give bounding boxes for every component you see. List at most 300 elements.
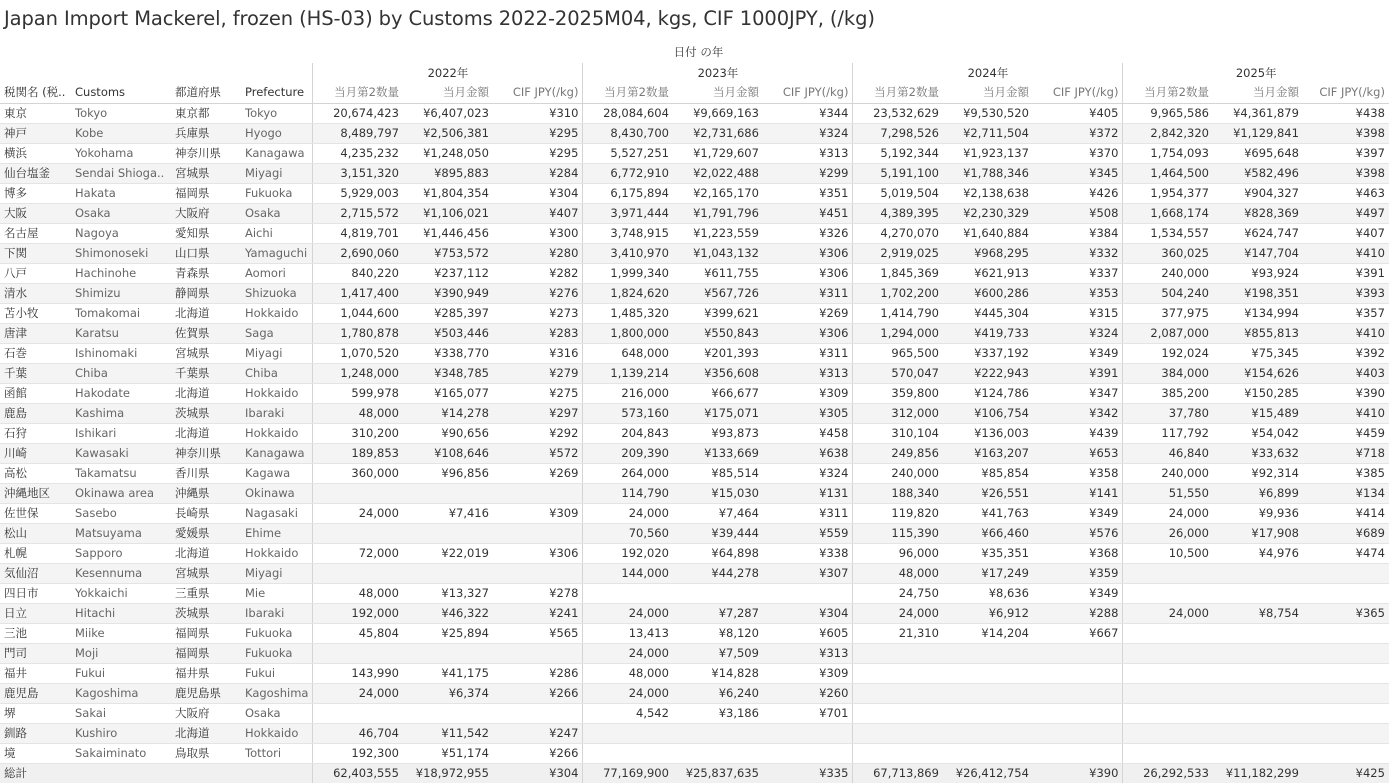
prefecture-jp-cell[interactable]: 長崎県: [171, 503, 241, 523]
customs-en-cell[interactable]: Sakaiminato: [71, 743, 171, 763]
value-cell[interactable]: ¥895,883: [403, 163, 493, 183]
value-cell[interactable]: [1033, 643, 1123, 663]
value-cell[interactable]: [1213, 683, 1303, 703]
value-cell[interactable]: ¥621,913: [943, 263, 1033, 283]
value-cell[interactable]: [583, 743, 673, 763]
value-cell[interactable]: ¥154,626: [1213, 363, 1303, 383]
value-cell[interactable]: ¥1,446,456: [403, 223, 493, 243]
value-cell[interactable]: 192,000: [313, 603, 403, 623]
prefecture-en-cell[interactable]: Hokkaido: [241, 383, 313, 403]
value-cell[interactable]: ¥503,446: [403, 323, 493, 343]
value-cell[interactable]: 1,954,377: [1123, 183, 1213, 203]
value-cell[interactable]: ¥1,791,796: [673, 203, 763, 223]
year-header-2024[interactable]: 2024年: [853, 63, 1123, 83]
value-cell[interactable]: 209,390: [583, 443, 673, 463]
prefecture-en-cell[interactable]: Miyagi: [241, 563, 313, 583]
value-cell[interactable]: ¥390: [1303, 383, 1389, 403]
customs-en-cell[interactable]: Sakai: [71, 703, 171, 723]
value-cell[interactable]: 192,024: [1123, 343, 1213, 363]
prefecture-en-cell[interactable]: Fukuoka: [241, 183, 313, 203]
value-cell[interactable]: ¥8,636: [943, 583, 1033, 603]
value-cell[interactable]: ¥338,770: [403, 343, 493, 363]
customs-en-cell[interactable]: Kagoshima: [71, 683, 171, 703]
value-cell[interactable]: 2,919,025: [853, 243, 943, 263]
value-cell[interactable]: 13,413: [583, 623, 673, 643]
value-cell[interactable]: ¥348,785: [403, 363, 493, 383]
value-cell[interactable]: ¥9,936: [1213, 503, 1303, 523]
value-cell[interactable]: ¥344: [763, 103, 853, 123]
measure-header-2-0[interactable]: 当月第2数量: [853, 83, 943, 103]
customs-en-cell[interactable]: Kawasaki: [71, 443, 171, 463]
value-cell[interactable]: ¥46,322: [403, 603, 493, 623]
value-cell[interactable]: ¥64,898: [673, 543, 763, 563]
value-cell[interactable]: ¥7,416: [403, 503, 493, 523]
value-cell[interactable]: 4,389,395: [853, 203, 943, 223]
value-cell[interactable]: ¥356,608: [673, 363, 763, 383]
value-cell[interactable]: [493, 483, 583, 503]
value-cell[interactable]: ¥201,393: [673, 343, 763, 363]
value-cell[interactable]: ¥285,397: [403, 303, 493, 323]
value-cell[interactable]: ¥313: [763, 143, 853, 163]
value-cell[interactable]: ¥718: [1303, 443, 1389, 463]
value-cell[interactable]: ¥283: [493, 323, 583, 343]
customs-en-cell[interactable]: Kushiro: [71, 723, 171, 743]
value-cell[interactable]: ¥309: [763, 383, 853, 403]
value-cell[interactable]: 189,853: [313, 443, 403, 463]
value-cell[interactable]: ¥25,894: [403, 623, 493, 643]
total-value-cell[interactable]: ¥425: [1303, 763, 1389, 783]
prefecture-en-cell[interactable]: Nagasaki: [241, 503, 313, 523]
value-cell[interactable]: 6,772,910: [583, 163, 673, 183]
value-cell[interactable]: ¥297: [493, 403, 583, 423]
value-cell[interactable]: ¥35,351: [943, 543, 1033, 563]
value-cell[interactable]: ¥280: [493, 243, 583, 263]
customs-en-cell[interactable]: Hakata: [71, 183, 171, 203]
prefecture-en-cell[interactable]: Aomori: [241, 263, 313, 283]
value-cell[interactable]: ¥306: [763, 323, 853, 343]
value-cell[interactable]: ¥6,912: [943, 603, 1033, 623]
prefecture-jp-cell[interactable]: 福岡県: [171, 183, 241, 203]
value-cell[interactable]: ¥316: [493, 343, 583, 363]
value-cell[interactable]: 188,340: [853, 483, 943, 503]
value-cell[interactable]: [403, 703, 493, 723]
value-cell[interactable]: [1213, 563, 1303, 583]
measure-header-3-2[interactable]: CIF JPY(/kg): [1303, 83, 1389, 103]
value-cell[interactable]: [1303, 563, 1389, 583]
prefecture-jp-cell[interactable]: 宮城県: [171, 563, 241, 583]
value-cell[interactable]: ¥351: [763, 183, 853, 203]
prefecture-en-cell[interactable]: Tottori: [241, 743, 313, 763]
value-cell[interactable]: ¥653: [1033, 443, 1123, 463]
value-cell[interactable]: ¥2,230,329: [943, 203, 1033, 223]
value-cell[interactable]: ¥247: [493, 723, 583, 743]
total-value-cell[interactable]: ¥18,972,955: [403, 763, 493, 783]
value-cell[interactable]: ¥1,804,354: [403, 183, 493, 203]
value-cell[interactable]: [943, 703, 1033, 723]
year-header-2025[interactable]: 2025年: [1123, 63, 1389, 83]
customs-en-cell[interactable]: Matsuyama: [71, 523, 171, 543]
value-cell[interactable]: ¥299: [763, 163, 853, 183]
value-cell[interactable]: ¥2,165,170: [673, 183, 763, 203]
value-cell[interactable]: ¥855,813: [1213, 323, 1303, 343]
value-cell[interactable]: 26,000: [1123, 523, 1213, 543]
value-cell[interactable]: 4,819,701: [313, 223, 403, 243]
value-cell[interactable]: ¥689: [1303, 523, 1389, 543]
value-cell[interactable]: [403, 523, 493, 543]
total-value-cell[interactable]: ¥26,412,754: [943, 763, 1033, 783]
value-cell[interactable]: ¥300: [493, 223, 583, 243]
value-cell[interactable]: ¥6,374: [403, 683, 493, 703]
customs-en-cell[interactable]: Miike: [71, 623, 171, 643]
value-cell[interactable]: ¥307: [763, 563, 853, 583]
value-cell[interactable]: ¥309: [493, 503, 583, 523]
value-cell[interactable]: ¥278: [493, 583, 583, 603]
value-cell[interactable]: ¥392: [1303, 343, 1389, 363]
value-cell[interactable]: ¥1,640,884: [943, 223, 1033, 243]
value-cell[interactable]: 24,000: [1123, 603, 1213, 623]
value-cell[interactable]: ¥407: [1303, 223, 1389, 243]
value-cell[interactable]: ¥33,632: [1213, 443, 1303, 463]
value-cell[interactable]: 51,550: [1123, 483, 1213, 503]
value-cell[interactable]: 72,000: [313, 543, 403, 563]
value-cell[interactable]: 1,702,200: [853, 283, 943, 303]
total-value-cell[interactable]: 62,403,555: [313, 763, 403, 783]
value-cell[interactable]: [1123, 623, 1213, 643]
prefecture-en-cell[interactable]: Yamaguchi: [241, 243, 313, 263]
year-header-2023[interactable]: 2023年: [583, 63, 853, 83]
customs-jp-cell[interactable]: 函館: [0, 383, 71, 403]
value-cell[interactable]: ¥237,112: [403, 263, 493, 283]
value-cell[interactable]: 21,310: [853, 623, 943, 643]
value-cell[interactable]: ¥324: [763, 463, 853, 483]
value-cell[interactable]: ¥17,249: [943, 563, 1033, 583]
value-cell[interactable]: [313, 563, 403, 583]
value-cell[interactable]: [673, 723, 763, 743]
value-cell[interactable]: 1,999,340: [583, 263, 673, 283]
value-cell[interactable]: ¥968,295: [943, 243, 1033, 263]
value-cell[interactable]: 119,820: [853, 503, 943, 523]
value-cell[interactable]: ¥1,106,021: [403, 203, 493, 223]
value-cell[interactable]: ¥324: [1033, 323, 1123, 343]
prefecture-jp-cell[interactable]: 大阪府: [171, 703, 241, 723]
customs-en-cell[interactable]: Shimizu: [71, 283, 171, 303]
value-cell[interactable]: 8,430,700: [583, 123, 673, 143]
value-cell[interactable]: 2,087,000: [1123, 323, 1213, 343]
customs-en-cell[interactable]: Nagoya: [71, 223, 171, 243]
value-cell[interactable]: ¥358: [1033, 463, 1123, 483]
prefecture-jp-cell[interactable]: 神奈川県: [171, 143, 241, 163]
value-cell[interactable]: ¥14,828: [673, 663, 763, 683]
customs-jp-cell[interactable]: 境: [0, 743, 71, 763]
total-value-cell[interactable]: 26,292,533: [1123, 763, 1213, 783]
value-cell[interactable]: ¥407: [493, 203, 583, 223]
value-cell[interactable]: 9,965,586: [1123, 103, 1213, 123]
value-cell[interactable]: [1213, 623, 1303, 643]
prefecture-en-cell[interactable]: Hokkaido: [241, 543, 313, 563]
customs-jp-cell[interactable]: 川崎: [0, 443, 71, 463]
measure-header-0-0[interactable]: 当月第2数量: [313, 83, 403, 103]
value-cell[interactable]: [1123, 643, 1213, 663]
prefecture-jp-cell[interactable]: 千葉県: [171, 363, 241, 383]
value-cell[interactable]: ¥904,327: [1213, 183, 1303, 203]
value-cell[interactable]: [1303, 623, 1389, 643]
value-cell[interactable]: 3,971,444: [583, 203, 673, 223]
customs-jp-cell[interactable]: 気仙沼: [0, 563, 71, 583]
value-cell[interactable]: 24,000: [313, 503, 403, 523]
value-cell[interactable]: 573,160: [583, 403, 673, 423]
value-cell[interactable]: ¥474: [1303, 543, 1389, 563]
value-cell[interactable]: 24,000: [583, 643, 673, 663]
value-cell[interactable]: [673, 743, 763, 763]
customs-en-cell[interactable]: Kobe: [71, 123, 171, 143]
value-cell[interactable]: ¥349: [1033, 343, 1123, 363]
value-cell[interactable]: ¥426: [1033, 183, 1123, 203]
value-cell[interactable]: ¥315: [1033, 303, 1123, 323]
value-cell[interactable]: ¥313: [763, 363, 853, 383]
value-cell[interactable]: ¥2,731,686: [673, 123, 763, 143]
value-cell[interactable]: [1213, 703, 1303, 723]
customs-jp-cell[interactable]: 札幌: [0, 543, 71, 563]
value-cell[interactable]: ¥279: [493, 363, 583, 383]
value-cell[interactable]: ¥391: [1303, 263, 1389, 283]
customs-jp-cell[interactable]: 神戸: [0, 123, 71, 143]
value-cell[interactable]: ¥14,278: [403, 403, 493, 423]
row-header-1[interactable]: Customs: [71, 83, 171, 103]
value-cell[interactable]: ¥572: [493, 443, 583, 463]
value-cell[interactable]: 3,151,320: [313, 163, 403, 183]
prefecture-en-cell[interactable]: Kagawa: [241, 463, 313, 483]
value-cell[interactable]: [1303, 723, 1389, 743]
year-header-2022[interactable]: 2022年: [313, 63, 583, 83]
value-cell[interactable]: 240,000: [1123, 463, 1213, 483]
value-cell[interactable]: ¥508: [1033, 203, 1123, 223]
prefecture-jp-cell[interactable]: 沖縄県: [171, 483, 241, 503]
value-cell[interactable]: ¥288: [1033, 603, 1123, 623]
value-cell[interactable]: 117,792: [1123, 423, 1213, 443]
customs-jp-cell[interactable]: 石巻: [0, 343, 71, 363]
value-cell[interactable]: ¥269: [763, 303, 853, 323]
value-cell[interactable]: 10,500: [1123, 543, 1213, 563]
value-cell[interactable]: [943, 743, 1033, 763]
value-cell[interactable]: [1303, 743, 1389, 763]
value-cell[interactable]: ¥163,207: [943, 443, 1033, 463]
value-cell[interactable]: ¥439: [1033, 423, 1123, 443]
measure-header-1-2[interactable]: CIF JPY(/kg): [763, 83, 853, 103]
value-cell[interactable]: ¥306: [763, 263, 853, 283]
value-cell[interactable]: ¥266: [493, 683, 583, 703]
value-cell[interactable]: ¥306: [763, 243, 853, 263]
total-value-cell[interactable]: ¥11,182,299: [1213, 763, 1303, 783]
value-cell[interactable]: 24,000: [853, 603, 943, 623]
prefecture-jp-cell[interactable]: 神奈川県: [171, 443, 241, 463]
value-cell[interactable]: 204,843: [583, 423, 673, 443]
prefecture-en-cell[interactable]: Hokkaido: [241, 723, 313, 743]
value-cell[interactable]: 23,532,629: [853, 103, 943, 123]
value-cell[interactable]: [1123, 683, 1213, 703]
customs-jp-cell[interactable]: 佐世保: [0, 503, 71, 523]
value-cell[interactable]: 24,000: [1123, 503, 1213, 523]
value-cell[interactable]: 1,417,400: [313, 283, 403, 303]
customs-jp-cell[interactable]: 高松: [0, 463, 71, 483]
row-header-2[interactable]: 都道府県: [171, 83, 241, 103]
value-cell[interactable]: ¥497: [1303, 203, 1389, 223]
value-cell[interactable]: ¥266: [493, 743, 583, 763]
value-cell[interactable]: 192,300: [313, 743, 403, 763]
value-cell[interactable]: [583, 723, 673, 743]
value-cell[interactable]: ¥85,854: [943, 463, 1033, 483]
value-cell[interactable]: 312,000: [853, 403, 943, 423]
value-cell[interactable]: [763, 743, 853, 763]
value-cell[interactable]: ¥4,361,879: [1213, 103, 1303, 123]
prefecture-jp-cell[interactable]: 福岡県: [171, 623, 241, 643]
measure-header-3-1[interactable]: 当月金額: [1213, 83, 1303, 103]
customs-en-cell[interactable]: Ishinomaki: [71, 343, 171, 363]
value-cell[interactable]: ¥463: [1303, 183, 1389, 203]
value-cell[interactable]: ¥1,129,841: [1213, 123, 1303, 143]
value-cell[interactable]: ¥92,314: [1213, 463, 1303, 483]
value-cell[interactable]: ¥393: [1303, 283, 1389, 303]
prefecture-en-cell[interactable]: Ehime: [241, 523, 313, 543]
value-cell[interactable]: 5,527,251: [583, 143, 673, 163]
value-cell[interactable]: ¥284: [493, 163, 583, 183]
value-cell[interactable]: ¥398: [1303, 163, 1389, 183]
value-cell[interactable]: [313, 483, 403, 503]
value-cell[interactable]: 1,668,174: [1123, 203, 1213, 223]
prefecture-en-cell[interactable]: Tokyo: [241, 103, 313, 123]
customs-en-cell[interactable]: Okinawa area: [71, 483, 171, 503]
customs-jp-cell[interactable]: 名古屋: [0, 223, 71, 243]
customs-jp-cell[interactable]: 松山: [0, 523, 71, 543]
value-cell[interactable]: ¥695,648: [1213, 143, 1303, 163]
value-cell[interactable]: ¥313: [763, 643, 853, 663]
value-cell[interactable]: ¥390,949: [403, 283, 493, 303]
value-cell[interactable]: [1123, 663, 1213, 683]
customs-jp-cell[interactable]: 四日市: [0, 583, 71, 603]
customs-jp-cell[interactable]: 釧路: [0, 723, 71, 743]
value-cell[interactable]: ¥338: [763, 543, 853, 563]
value-cell[interactable]: ¥332: [1033, 243, 1123, 263]
prefecture-jp-cell[interactable]: 北海道: [171, 543, 241, 563]
value-cell[interactable]: 70,560: [583, 523, 673, 543]
value-cell[interactable]: 6,175,894: [583, 183, 673, 203]
value-cell[interactable]: ¥131: [763, 483, 853, 503]
value-cell[interactable]: ¥311: [763, 503, 853, 523]
total-value-cell[interactable]: ¥304: [493, 763, 583, 783]
value-cell[interactable]: [1123, 723, 1213, 743]
value-cell[interactable]: [493, 563, 583, 583]
value-cell[interactable]: ¥391: [1033, 363, 1123, 383]
total-value-cell[interactable]: ¥25,837,635: [673, 763, 763, 783]
prefecture-jp-cell[interactable]: 福岡県: [171, 643, 241, 663]
customs-jp-cell[interactable]: 沖縄地区: [0, 483, 71, 503]
customs-en-cell[interactable]: Moji: [71, 643, 171, 663]
value-cell[interactable]: 249,856: [853, 443, 943, 463]
prefecture-en-cell[interactable]: Mie: [241, 583, 313, 603]
prefecture-jp-cell[interactable]: 北海道: [171, 383, 241, 403]
value-cell[interactable]: ¥4,976: [1213, 543, 1303, 563]
value-cell[interactable]: ¥8,120: [673, 623, 763, 643]
value-cell[interactable]: [853, 663, 943, 683]
prefecture-en-cell[interactable]: Okinawa: [241, 483, 313, 503]
value-cell[interactable]: 240,000: [1123, 263, 1213, 283]
customs-en-cell[interactable]: Hitachi: [71, 603, 171, 623]
value-cell[interactable]: 1,070,520: [313, 343, 403, 363]
value-cell[interactable]: 216,000: [583, 383, 673, 403]
value-cell[interactable]: ¥372: [1033, 123, 1123, 143]
prefecture-en-cell[interactable]: Miyagi: [241, 163, 313, 183]
value-cell[interactable]: ¥403: [1303, 363, 1389, 383]
prefecture-en-cell[interactable]: Hokkaido: [241, 423, 313, 443]
value-cell[interactable]: ¥582,496: [1213, 163, 1303, 183]
prefecture-en-cell[interactable]: Kanagawa: [241, 443, 313, 463]
value-cell[interactable]: ¥6,240: [673, 683, 763, 703]
value-cell[interactable]: ¥175,071: [673, 403, 763, 423]
value-cell[interactable]: [1213, 663, 1303, 683]
value-cell[interactable]: ¥1,248,050: [403, 143, 493, 163]
value-cell[interactable]: [1123, 583, 1213, 603]
value-cell[interactable]: ¥260: [763, 683, 853, 703]
value-cell[interactable]: ¥66,677: [673, 383, 763, 403]
value-cell[interactable]: [1123, 743, 1213, 763]
customs-jp-cell[interactable]: 八戸: [0, 263, 71, 283]
value-cell[interactable]: 359,800: [853, 383, 943, 403]
value-cell[interactable]: [1123, 563, 1213, 583]
value-cell[interactable]: [1033, 703, 1123, 723]
value-cell[interactable]: ¥1,223,559: [673, 223, 763, 243]
value-cell[interactable]: 46,840: [1123, 443, 1213, 463]
total-value-cell[interactable]: ¥335: [763, 763, 853, 783]
customs-jp-cell[interactable]: 清水: [0, 283, 71, 303]
value-cell[interactable]: [583, 583, 673, 603]
value-cell[interactable]: ¥337,192: [943, 343, 1033, 363]
customs-jp-cell[interactable]: 石狩: [0, 423, 71, 443]
value-cell[interactable]: ¥11,542: [403, 723, 493, 743]
value-cell[interactable]: ¥565: [493, 623, 583, 643]
prefecture-jp-cell[interactable]: 茨城県: [171, 603, 241, 623]
value-cell[interactable]: [493, 703, 583, 723]
value-cell[interactable]: 48,000: [313, 583, 403, 603]
customs-jp-cell[interactable]: 堺: [0, 703, 71, 723]
measure-header-0-1[interactable]: 当月金額: [403, 83, 493, 103]
value-cell[interactable]: [763, 583, 853, 603]
value-cell[interactable]: ¥611,755: [673, 263, 763, 283]
value-cell[interactable]: ¥273: [493, 303, 583, 323]
value-cell[interactable]: 1,414,790: [853, 303, 943, 323]
prefecture-jp-cell[interactable]: 山口県: [171, 243, 241, 263]
value-cell[interactable]: ¥410: [1303, 403, 1389, 423]
value-cell[interactable]: [943, 663, 1033, 683]
customs-jp-cell[interactable]: 東京: [0, 103, 71, 123]
value-cell[interactable]: [1303, 643, 1389, 663]
value-cell[interactable]: ¥445,304: [943, 303, 1033, 323]
value-cell[interactable]: ¥15,030: [673, 483, 763, 503]
prefecture-en-cell[interactable]: Shizuoka: [241, 283, 313, 303]
value-cell[interactable]: [943, 683, 1033, 703]
value-cell[interactable]: ¥147,704: [1213, 243, 1303, 263]
customs-en-cell[interactable]: Kesennuma: [71, 563, 171, 583]
prefecture-jp-cell[interactable]: 鳥取県: [171, 743, 241, 763]
customs-en-cell[interactable]: Yokohama: [71, 143, 171, 163]
prefecture-jp-cell[interactable]: 北海道: [171, 423, 241, 443]
value-cell[interactable]: [1303, 683, 1389, 703]
value-cell[interactable]: ¥309: [763, 663, 853, 683]
value-cell[interactable]: ¥275: [493, 383, 583, 403]
value-cell[interactable]: ¥311: [763, 283, 853, 303]
value-cell[interactable]: ¥310: [493, 103, 583, 123]
value-cell[interactable]: ¥701: [763, 703, 853, 723]
customs-jp-cell[interactable]: 日立: [0, 603, 71, 623]
value-cell[interactable]: ¥165,077: [403, 383, 493, 403]
